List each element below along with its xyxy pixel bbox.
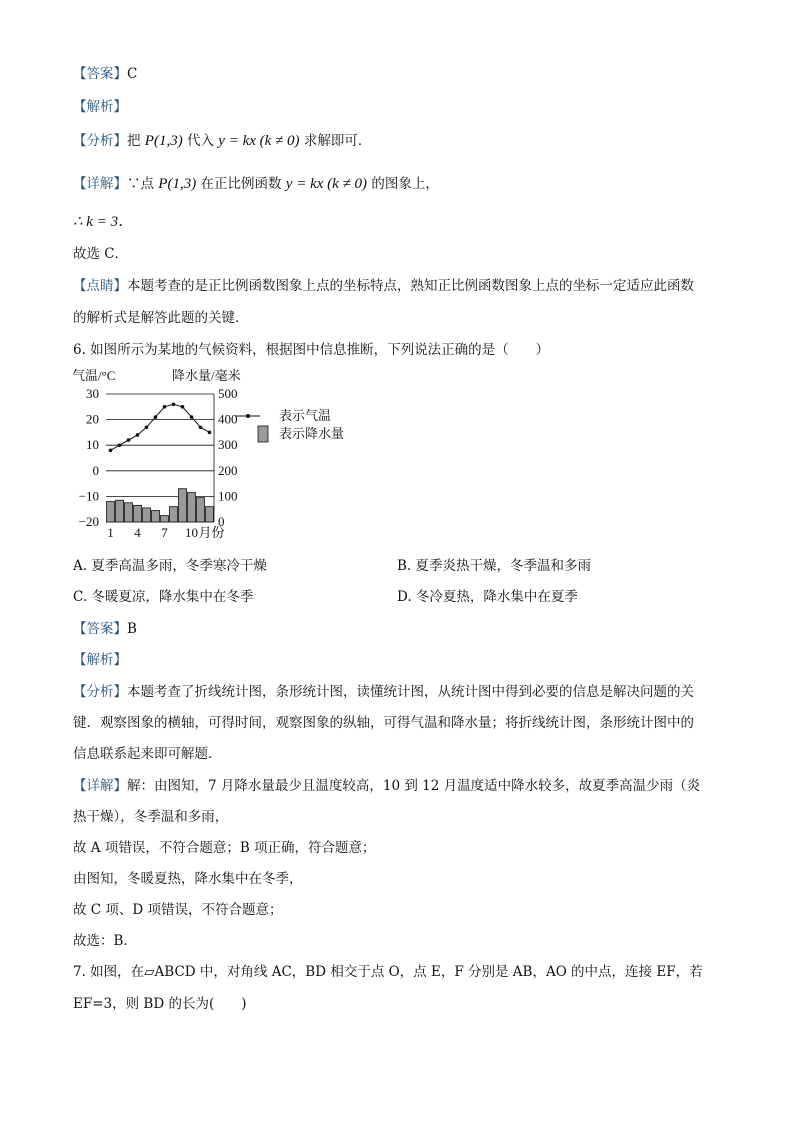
left-tick-label: 10 <box>86 437 99 453</box>
point-formula: P(1,3) <box>158 176 197 192</box>
option-a: A. 夏季高温多雨，冬季寒冷干燥 <box>73 558 267 574</box>
precip-bar <box>188 493 196 522</box>
q6-line5: 故 C 项、D 项错误，不符合题意； <box>73 902 283 918</box>
q6-answer <box>73 619 137 639</box>
legend-bar-swatch <box>258 426 268 442</box>
left-tick-label: 0 <box>92 462 99 478</box>
x-tick-label: 7 <box>161 525 168 540</box>
right-tick-label: 0 <box>218 514 225 529</box>
fenxi-text: 本题考查了折线统计图，条形统计图，读懂统计图，从统计图中得到必要的信息是解决问题的关 <box>127 684 694 700</box>
fenxi-text: 把 <box>127 133 145 149</box>
q5-dianjing-cont: 的解析式是解答此题的关键． <box>73 310 249 326</box>
right-tick-label: 400 <box>218 411 238 427</box>
temperature-point <box>136 433 140 437</box>
temperature-point <box>127 438 131 442</box>
answer-tag: 【答案】 <box>73 621 127 637</box>
x-axis-ticks <box>107 525 198 540</box>
precip-bar <box>116 500 124 522</box>
q6-analysis-tag: 【解析】 <box>73 652 127 668</box>
x-tick-label: 10 <box>185 525 198 540</box>
dianjing-text: 本题考查的是正比例函数图象上点的坐标特点，熟知正比例函数图象上点的坐标一定适应此函数 <box>127 278 694 294</box>
precip-bar <box>134 505 142 522</box>
xiangjie-text: 在正比例函数 <box>196 176 286 192</box>
q6-xiangjie-line2: 热干燥），冬季温和多雨， <box>73 809 229 825</box>
precip-bar <box>170 507 178 522</box>
temperature-point <box>208 431 212 435</box>
function-formula: y = kx (k ≠ 0) <box>285 176 368 192</box>
x-axis-label: 月份 <box>198 525 225 540</box>
option-b: B. 夏季炎热干燥，冬季温和多雨 <box>397 558 592 574</box>
option-d: D. 冬冷夏热，降水集中在夏季 <box>397 589 578 605</box>
q5-choose: 故选 C． <box>73 246 129 262</box>
x-tick-label: 1 <box>107 525 114 540</box>
answer-value: C <box>127 66 138 82</box>
xiangjie-text: 的图象上， <box>367 176 439 192</box>
q5-xiangjie <box>73 174 439 194</box>
precip-bar <box>107 502 115 522</box>
q5-analysis-tag: 【解析】 <box>73 99 127 115</box>
xiangjie-text: 解：由图知，7 月降水量最少且温度较高，10 到 12 月温度适中降水较多，故夏季高温少雨（炎 <box>127 778 701 794</box>
temperature-point <box>172 402 176 406</box>
precip-bar <box>143 508 151 522</box>
q7-stem-line2: EF=3，则 BD 的长为( ) <box>73 996 247 1012</box>
precip-bar <box>197 498 205 522</box>
q6-line3: 故 A 项错误，不符合题意；B 项正确，符合题意； <box>73 840 376 856</box>
temperature-point <box>181 405 185 409</box>
option-c: C. 冬暖夏凉，降水集中在冬季 <box>73 589 254 605</box>
climate-chart <box>68 364 368 544</box>
right-tick-label: 100 <box>218 488 238 504</box>
q6-fenxi <box>73 682 694 702</box>
temperature-point <box>154 415 158 419</box>
answer-tag: 【答案】 <box>73 66 127 82</box>
precip-bar <box>179 489 187 522</box>
q6-line4: 由图知，冬暖夏热，降水集中在冬季， <box>73 871 303 887</box>
precip-bar <box>206 507 214 522</box>
dianjing-tag: 【点睛】 <box>73 278 127 294</box>
left-axis-ticks <box>79 386 99 529</box>
fenxi-text: 代入 <box>182 133 219 149</box>
q6-fenxi-line2: 键．观察图象的横轴，可得时间，观察图象的纵轴，可得气温和降水量；将折线统计图，条形统计图中的 <box>73 715 694 731</box>
temperature-point <box>118 443 122 447</box>
fenxi-text: 求解即可． <box>299 133 372 149</box>
xiangjie-tag: 【详解】 <box>73 176 127 192</box>
q6-xiangjie <box>73 776 700 796</box>
temperature-line <box>109 402 212 452</box>
point-formula: P(1,3) <box>144 133 183 149</box>
temperature-point <box>145 425 149 429</box>
temperature-point <box>163 405 167 409</box>
right-tick-label: 200 <box>218 462 238 478</box>
precip-bars <box>107 489 214 522</box>
precip-bar <box>125 503 133 522</box>
function-formula: y = kx (k ≠ 0) <box>218 133 300 149</box>
precip-bar <box>152 510 160 522</box>
fenxi-tag: 【分析】 <box>73 133 127 149</box>
right-axis-ticks <box>218 386 238 529</box>
left-axis-label: 气温/°C <box>72 368 116 383</box>
q6-fenxi-line3: 信息联系起来即可解题． <box>73 746 222 762</box>
q5-fenxi <box>73 131 371 151</box>
q5-dianjing <box>73 276 694 296</box>
q5-result: ∴ k = 3． <box>73 214 134 230</box>
precip-bar <box>161 516 169 522</box>
q5-answer <box>73 64 137 84</box>
fenxi-tag: 【分析】 <box>73 684 127 700</box>
xiangjie-text: ∵点 <box>127 176 159 192</box>
x-tick-label: 4 <box>134 525 141 540</box>
temperature-point <box>199 425 203 429</box>
left-tick-label: −20 <box>78 514 99 529</box>
right-tick-label: 300 <box>218 437 238 453</box>
left-tick-label: −10 <box>78 488 99 504</box>
q7-stem-line1: 7. 如图，在▱ABCD 中，对角线 AC，BD 相交于点 O，点 E，F 分别是 AB，AO 的中点，连接 EF，若 <box>73 964 703 980</box>
temperature-point <box>109 449 113 453</box>
legend-dot-swatch <box>246 414 250 418</box>
answer-value: B <box>127 621 137 637</box>
legend-temp-label: 表示气温 <box>279 408 332 423</box>
xiangjie-tag: 【详解】 <box>73 778 127 794</box>
left-tick-label: 20 <box>86 411 99 427</box>
q6-choose: 故选：B． <box>73 933 137 949</box>
temperature-point <box>190 415 194 419</box>
right-axis-label: 降水量/毫米 <box>172 368 241 383</box>
legend-precip-label: 表示降水量 <box>279 426 345 441</box>
right-tick-label: 500 <box>218 386 238 401</box>
left-tick-label: 30 <box>86 386 99 401</box>
temperature-polyline <box>111 404 210 450</box>
chart-legend <box>236 408 344 442</box>
q6-stem: 6. 如图所示为某地的气候资料，根据图中信息推断，下列说法正确的是（ ） <box>73 342 550 358</box>
